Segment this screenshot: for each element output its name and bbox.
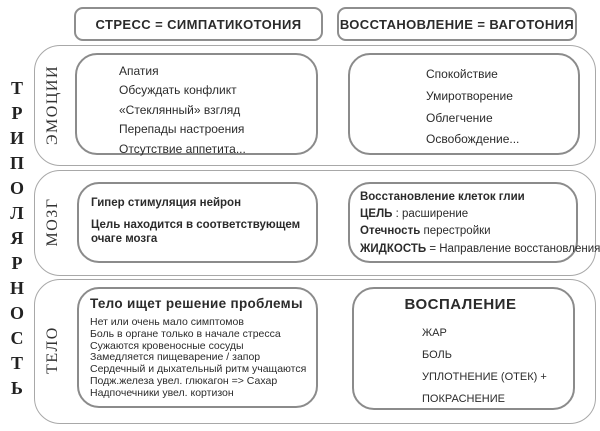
vertical-title-letter: С — [10, 328, 24, 348]
vertical-title-letter: Л — [10, 203, 24, 223]
row-label-emotions: ЭМОЦИИ — [44, 64, 61, 146]
body-recovery-item: БОЛЬ — [422, 349, 452, 361]
header-recovery-box — [337, 7, 577, 41]
brain-recovery-line — [360, 189, 570, 206]
body-stress-item: Надпочечники увел. кортизон — [90, 386, 234, 399]
brain-recovery-term: ЦЕЛЬ — [360, 208, 393, 221]
brain-recovery-line — [360, 206, 570, 223]
vertical-title — [3, 76, 31, 401]
emotions-stress-item: Перепады настроения — [119, 122, 245, 137]
brain-recovery-rest: перестройки — [420, 225, 491, 238]
body-stress-box — [77, 287, 318, 408]
body-recovery-item: ЖАР — [422, 327, 447, 339]
brain-recovery-line — [360, 223, 570, 240]
body-recovery-title: ВОСПАЛЕНИЕ — [404, 296, 517, 313]
header-recovery-label: ВОССТАНОВЛЕНИЕ = ВАГОТОНИЯ — [339, 16, 575, 32]
brain-stress-paragraph: Гипер стимуляция нейрон — [91, 197, 242, 209]
body-recovery-item: УПЛОТНЕНИЕ (ОТЕК) + — [422, 371, 547, 383]
brain-recovery-rest: = Направление восстановления — [426, 242, 600, 255]
vertical-title-letter: Р — [11, 103, 23, 123]
header-stress-box — [74, 7, 323, 41]
emotions-recovery-item: Освобождение... — [426, 132, 520, 147]
body-stress-item: Сердечный и дыхательный ритм учащаются — [90, 363, 307, 376]
vertical-title-letter: Ь — [11, 378, 23, 398]
body-stress-item: Боль в органе только в начале стресса — [90, 327, 281, 340]
body-stress-item: Сужаются кровеносные сосуды — [90, 339, 244, 352]
body-stress-title: Тело ищет решение проблемы — [90, 296, 303, 311]
brain-recovery-term: Отечность — [360, 225, 421, 238]
emotions-stress-item: Апатия — [119, 64, 159, 78]
brain-stress-box — [77, 182, 318, 263]
header-stress-label: СТРЕСС = СИМПАТИКОТОНИЯ — [95, 16, 302, 32]
vertical-title-letter: П — [9, 153, 24, 173]
emotions-recovery-item: Умиротворение — [426, 88, 513, 103]
brain-recovery-line — [360, 241, 600, 258]
brain-recovery-rest: : расширение — [392, 208, 469, 221]
row-label-brain: МОЗГ — [44, 197, 61, 247]
vertical-title-letter: И — [9, 128, 24, 148]
emotions-stress-item: «Стеклянный» взгляд — [119, 102, 241, 117]
body-stress-item: Подж.железа увел. глюкагон => Сахар — [90, 374, 278, 387]
vertical-title-letter: Р — [11, 253, 23, 273]
vertical-title-letter: Т — [10, 353, 23, 373]
emotions-stress-box — [75, 53, 318, 155]
emotions-stress-item: Отсутствие аппетита... — [119, 141, 246, 156]
emotions-recovery-item: Спокойствие — [426, 67, 498, 81]
emotions-recovery-item: Облегчение — [426, 110, 493, 125]
vertical-title-letter: Т — [10, 78, 23, 98]
body-recovery-box — [352, 287, 575, 410]
brain-recovery-term: Восстановление клеток глии — [360, 191, 525, 203]
brain-stress-paragraph: Цель находится в соответствующем очаге мозга — [91, 218, 301, 245]
emotions-stress-item: Обсуждать конфликт — [119, 83, 237, 98]
vertical-title-letter: Я — [10, 228, 24, 248]
brain-recovery-term: ЖИДКОСТЬ — [360, 242, 427, 255]
emotions-recovery-box — [348, 53, 580, 155]
body-recovery-item: ПОКРАСНЕНИЕ — [422, 393, 505, 405]
brain-recovery-box — [348, 182, 600, 263]
body-stress-item: Нет или очень мало симптомов — [90, 316, 244, 328]
vertical-title-letter: О — [9, 303, 24, 323]
row-label-body: ТЕЛО — [44, 326, 61, 374]
vertical-title-letter: Н — [9, 278, 24, 298]
body-stress-item: Замедляется пищеварение / запор — [90, 351, 261, 364]
vertical-title-letter: О — [9, 178, 24, 198]
